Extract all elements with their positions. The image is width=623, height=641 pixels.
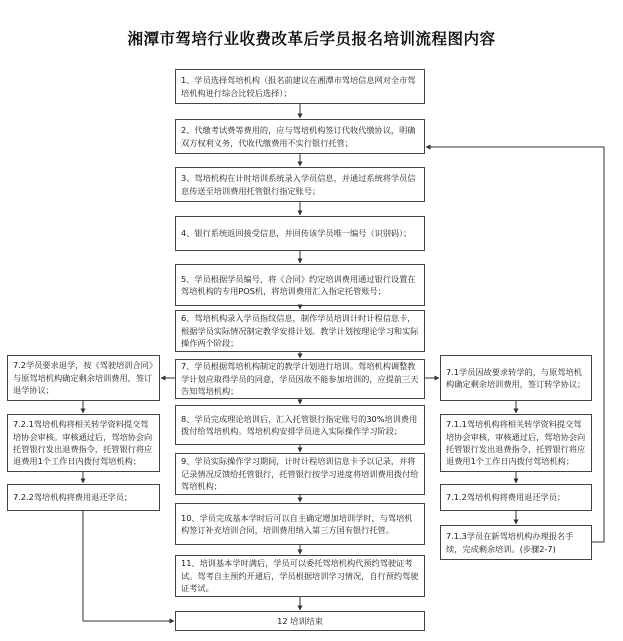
right-7-1-3-text: 7.1.3学员在新驾培机构办理报名手续，完成剩余培训。(步骤2-7) bbox=[446, 531, 574, 554]
step-7-box bbox=[175, 359, 425, 399]
step-3-text: 3、驾培机构在计时培训系统录入学员信息，并通过系统将学员信息传送至培训费用托管银行指定账号； bbox=[181, 173, 416, 196]
left-7-2-2-box bbox=[7, 484, 160, 511]
page-title: 湘潭市驾培行业收费改革后学员报名培训流程图内容 bbox=[127, 30, 496, 48]
left-7-2-1-box bbox=[7, 414, 160, 472]
right-7-1-box bbox=[440, 355, 592, 401]
step-5-text: 5、学员根据学员编号，将《合同》约定培训费用通过银行设置在驾培机构的专用POS机，将培训费用汇入指定托管账号； bbox=[181, 273, 416, 296]
arrow-7-1-3-loop-to-2 bbox=[426, 147, 604, 542]
step-10-text: 10、学员完成基本学时后可以自主确定增加培训学时，与驾培机构签订补充培训合同，培训费用纳入第三方国有银行托管。 bbox=[181, 512, 413, 535]
left-7-2-1-text: 7.2.1驾培机构将相关转学资料提交驾培协会审核。审核通过后，驾培协会向托管银行发出退费指令，托管银行将应退费用1个工作日内拨付驾培机构； bbox=[13, 419, 153, 467]
step-3-box bbox=[175, 167, 425, 202]
left-7-2-text: 7.2学员要求退学，按《驾驶培训合同》与原驾培机构确定剩余培训费用，签订退学协议； bbox=[13, 360, 153, 396]
left-7-2-2-text: 7.2.2驾培机构将费用退还学员； bbox=[13, 492, 133, 503]
step-2-box bbox=[175, 119, 425, 154]
step-12-text: 12 培训结束 bbox=[277, 615, 323, 626]
step-10-box bbox=[175, 503, 425, 545]
step-8-box bbox=[175, 405, 425, 445]
arrow-7-2-2-to-end bbox=[83, 511, 174, 621]
step-9-text: 9、学员实际操作学习期间，计时计程培训信息卡予以记录，并将记录情况反馈给托管银行，托管银行按学习进度将培训费用拨付给驾培机构； bbox=[181, 456, 419, 492]
step-9-box bbox=[175, 453, 425, 495]
step-5-box bbox=[175, 264, 425, 306]
step-7-text: 7、学员根据驾培机构制定的教学计划进行培训。驾培机构调整教学计划应取得学员的同意，学员因故不能参加培训的，应提前三天告知驾培机构； bbox=[181, 361, 419, 397]
step-12-box bbox=[175, 611, 425, 631]
step-6-box bbox=[175, 310, 425, 352]
right-7-1-1-box bbox=[440, 414, 592, 472]
step-4-box bbox=[175, 216, 425, 251]
right-7-1-2-box bbox=[440, 484, 592, 511]
step-11-text: 11、培训基本学时满后，学员可以委托驾培机构代预约驾驶证考试。驾考自主预约开通后，学员根据培训学习情况，自行预约驾驶证考试。 bbox=[181, 558, 419, 594]
left-7-2-box bbox=[7, 355, 160, 401]
step-4-text: 4、银行系统返回接受信息，并回传该学员唯一编号（识别码）； bbox=[181, 228, 412, 239]
step-8-text: 8、学员完成理论培训后，汇入托管银行指定账号的30%培训费用拨付给驾培机构。驾培机构安排学员进入实际操作学习阶段； bbox=[181, 413, 418, 436]
step-11-box bbox=[175, 555, 425, 597]
right-7-1-1-text: 7.1.1驾培机构将相关转学资料提交驾培协会审核，审核通过后，驾培协会向托管银行发出退费指令，托管银行将应退费用1个工作日内拨付驾培机构； bbox=[446, 419, 586, 467]
step-6-text: 6、驾培机构录入学员指纹信息，制作学员培训计时计程信息卡，根据学员实际情况制定教学安排计划。教学计划按理论学习和实际操作两个阶段； bbox=[181, 313, 419, 349]
step-2-text: 2、代缴考试费等费用的，应与驾培机构签订代收代缴协议，明确双方权利义务，代收代缴费用不实行银行托管； bbox=[181, 125, 416, 148]
right-7-1-3-box bbox=[440, 525, 592, 560]
right-7-1-text: 7.1学员因故要求转学的，与原驾培机构确定剩余培训费用，签订转学协议； bbox=[446, 366, 586, 389]
right-7-1-2-text: 7.1.2驾培机构将费用退还学员； bbox=[446, 492, 566, 503]
step-1-text: 1、学员选择驾培机构（报名前建议在湘潭市驾培信息网对全市驾培机构进行综合比较后选择）； bbox=[181, 75, 416, 98]
step-1-box bbox=[175, 69, 425, 104]
